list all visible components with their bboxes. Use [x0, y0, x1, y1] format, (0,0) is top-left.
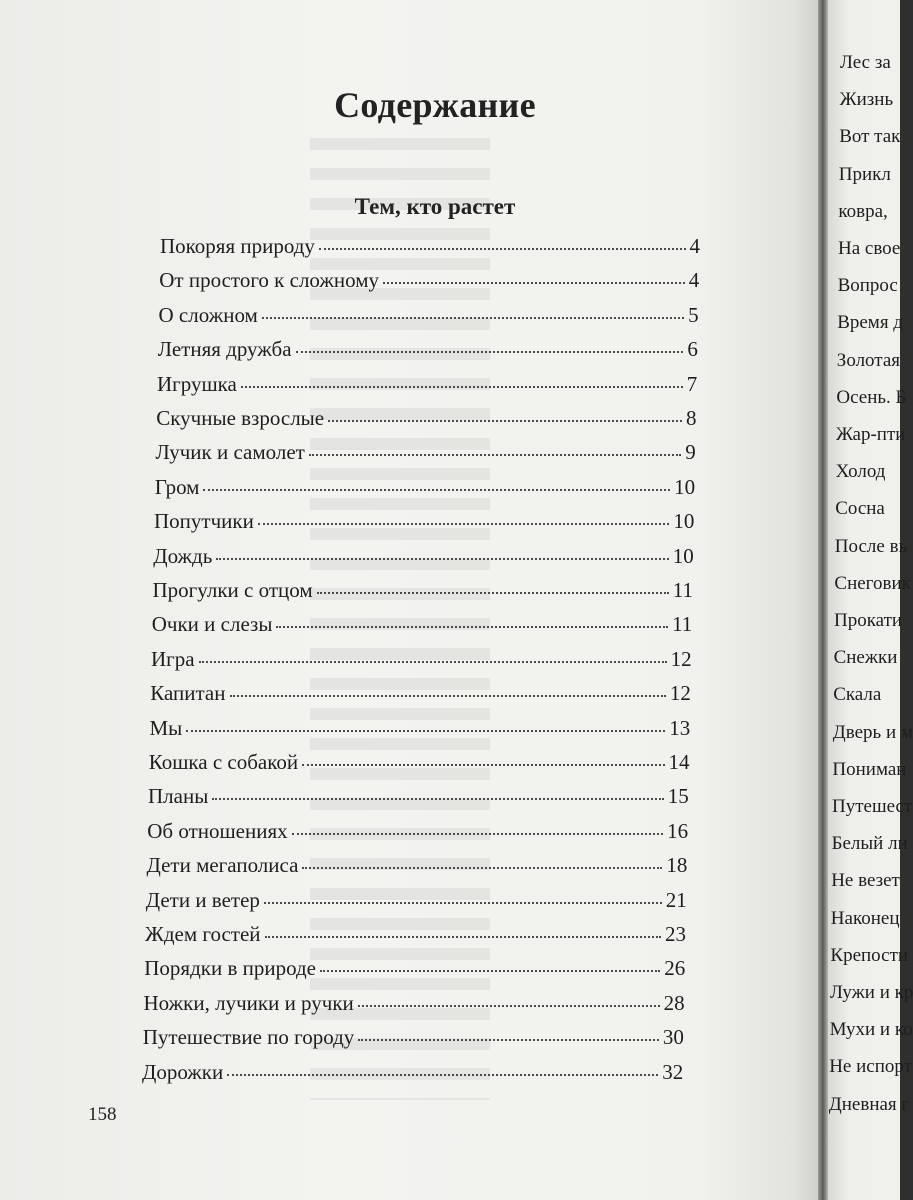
- dot-leader: [317, 592, 669, 594]
- toc-entry-page: 32: [662, 1059, 684, 1084]
- toc-entry-title: Игрушка: [157, 371, 237, 396]
- toc-entry-title: Ждем гостей: [145, 922, 261, 946]
- toc-entry-page: 9: [685, 440, 696, 465]
- toc-entry-page: 10: [674, 474, 696, 499]
- dot-leader: [358, 1005, 660, 1007]
- right-page-line: Не испорт: [829, 1056, 912, 1078]
- toc-entry-title: Покоряя природу: [160, 234, 315, 258]
- toc-entry-page: 11: [672, 578, 693, 602]
- dot-leader: [319, 248, 686, 250]
- show-through-text: [310, 120, 490, 1100]
- toc-entry-page: 10: [672, 543, 694, 568]
- right-page-line: Сосна: [835, 498, 885, 520]
- toc-entry-title: Путешествие по городу: [142, 1025, 355, 1050]
- dot-leader: [186, 730, 665, 732]
- toc-entry-title: Попутчики: [154, 509, 254, 534]
- toc-entry: [160, 234, 700, 264]
- toc-entry-title: Кошка с собакой: [148, 750, 299, 774]
- right-page-line: Время д: [837, 312, 903, 334]
- toc-entry: [150, 681, 691, 711]
- dot-leader: [292, 833, 663, 835]
- right-page-line: Прокати: [834, 610, 903, 631]
- toc-entry-page: 7: [686, 371, 698, 396]
- right-page-line: Жар-пти: [836, 424, 906, 445]
- toc-entry: [146, 888, 687, 918]
- right-page-line: Вопрос: [837, 275, 898, 297]
- toc-entry-title: Планы: [148, 784, 209, 809]
- dot-leader: [383, 282, 685, 284]
- dot-leader: [241, 386, 683, 388]
- dot-leader: [258, 523, 670, 525]
- toc-entry-page: 16: [667, 818, 689, 843]
- right-page-line: Холод: [835, 461, 886, 483]
- toc-entry-page: 26: [664, 956, 686, 981]
- toc-entry-page: 5: [688, 302, 699, 327]
- right-page-line: Не везет: [831, 870, 900, 892]
- toc-entry-title: Дождь: [153, 543, 213, 568]
- right-page-line: На свое: [838, 238, 901, 259]
- right-page-line: Путешест: [832, 796, 913, 817]
- dot-leader: [227, 1074, 658, 1076]
- toc-entry: [145, 922, 686, 952]
- toc-entry: [148, 784, 689, 814]
- toc-entry-title: Лучик и самолет: [155, 440, 305, 465]
- toc-entry-page: 11: [672, 612, 693, 637]
- right-page-line: Белый ли: [831, 833, 908, 855]
- toc-entry-title: Об отношениях: [147, 818, 288, 843]
- toc-entry-title: Дети мегаполиса: [146, 853, 299, 878]
- toc-entry: [156, 440, 696, 470]
- toc-entry-title: Капитан: [150, 681, 226, 706]
- right-page-line: Золотая: [836, 349, 901, 371]
- toc-entry: [156, 406, 696, 436]
- toc-entry-title: Летняя дружба: [157, 337, 292, 362]
- toc-entry-page: 10: [673, 509, 695, 534]
- dot-leader: [320, 970, 660, 972]
- toc-entry: [153, 578, 694, 608]
- toc-entry: [151, 647, 692, 677]
- toc-entry: [158, 337, 698, 367]
- dot-leader: [276, 626, 668, 628]
- right-page-line: Лес за: [840, 52, 891, 73]
- toc-entry-page: 4: [688, 268, 700, 293]
- dot-leader: [212, 798, 663, 800]
- right-page-line: Скала: [833, 684, 882, 706]
- right-page-line: Прикл: [838, 163, 891, 185]
- right-page-line: Осень. Б: [836, 386, 907, 408]
- toc-entry-title: Порядки в природе: [144, 956, 316, 981]
- toc-entry-page: 30: [662, 1025, 684, 1050]
- dot-leader: [230, 695, 666, 697]
- right-page-line: Мухи и ко: [829, 1019, 913, 1041]
- toc-entry: [147, 853, 688, 883]
- section-heading: Тем, кто растет: [354, 194, 516, 219]
- right-page-line: Дверь и м: [832, 721, 913, 743]
- toc-entry: [152, 612, 693, 642]
- book-gutter: [818, 0, 828, 1200]
- toc-entry-title: Игра: [151, 646, 195, 671]
- toc-entry: [149, 750, 690, 780]
- toc-entry-title: Дети и ветер: [145, 887, 260, 912]
- dot-leader: [203, 489, 670, 491]
- toc-entry: [143, 1025, 684, 1055]
- right-page: [828, 0, 913, 1200]
- toc-entry: [147, 819, 688, 849]
- toc-entry-title: Ножки, лучики и ручки: [143, 990, 354, 1015]
- right-page-line: Лужи и кр: [830, 982, 913, 1003]
- toc-entry-title: Гром: [154, 474, 200, 499]
- dot-leader: [302, 764, 664, 766]
- toc-entry-page: 15: [667, 784, 689, 809]
- page-number: 158: [88, 1104, 117, 1125]
- toc-entry-title: О сложном: [158, 302, 258, 327]
- toc-entry-page: 8: [686, 406, 697, 430]
- toc-entry-page: 6: [687, 337, 698, 362]
- toc-entry-title: Прогулки с отцом: [152, 578, 313, 602]
- toc-entry-title: От простого к сложному: [159, 268, 380, 293]
- toc-entry: [154, 509, 694, 539]
- right-page-line: Крепости: [830, 944, 909, 966]
- toc-entry: [157, 372, 697, 402]
- toc-entry-page: 14: [668, 750, 690, 774]
- toc-entry: [153, 544, 693, 574]
- dot-leader: [262, 317, 684, 319]
- toc-entry: [159, 268, 699, 298]
- right-page-line: Снеговик: [834, 572, 911, 594]
- right-page-line: Жизнь: [839, 89, 894, 111]
- dot-leader: [309, 454, 681, 456]
- toc-entry-page: 18: [666, 853, 688, 878]
- toc-entry-page: 13: [669, 715, 691, 740]
- toc-entry: [144, 991, 685, 1021]
- toc-entry-page: 4: [689, 234, 700, 258]
- toc-entry: [150, 716, 691, 746]
- toc-entry-page: 28: [663, 990, 685, 1015]
- toc-entry: [159, 303, 699, 333]
- toc-entry: [155, 475, 695, 505]
- right-page-line: ковра,: [838, 200, 888, 222]
- dot-leader: [265, 936, 661, 938]
- toc-entry-title: Очки и слезы: [151, 612, 273, 637]
- right-page-line: Наконец: [830, 907, 900, 929]
- toc-entry: [142, 1060, 683, 1090]
- dot-leader: [296, 351, 684, 353]
- right-page-line: Вот так: [839, 126, 901, 148]
- right-page-line: Снежки: [833, 647, 898, 669]
- dot-leader: [199, 661, 667, 663]
- toc-entry-title: Дорожки: [142, 1059, 224, 1084]
- dot-leader: [302, 867, 662, 869]
- page-title: Содержание: [334, 85, 536, 125]
- toc-entry-title: Мы: [149, 715, 183, 740]
- toc-entry-page: 21: [665, 887, 687, 912]
- right-page-line: После вь: [834, 535, 908, 557]
- dot-leader: [358, 1039, 659, 1041]
- dot-leader: [216, 558, 668, 560]
- toc-entry-page: 12: [670, 646, 692, 671]
- toc-entry-page: 23: [665, 922, 686, 946]
- toc-entry: [144, 956, 685, 986]
- right-page-line: Дневная г: [828, 1093, 910, 1115]
- dot-leader: [264, 902, 662, 904]
- dot-leader: [328, 420, 682, 422]
- toc-entry-page: 12: [669, 681, 691, 706]
- toc-entry-title: Скучные взрослые: [156, 406, 325, 430]
- right-page-line: Пониман: [832, 758, 907, 780]
